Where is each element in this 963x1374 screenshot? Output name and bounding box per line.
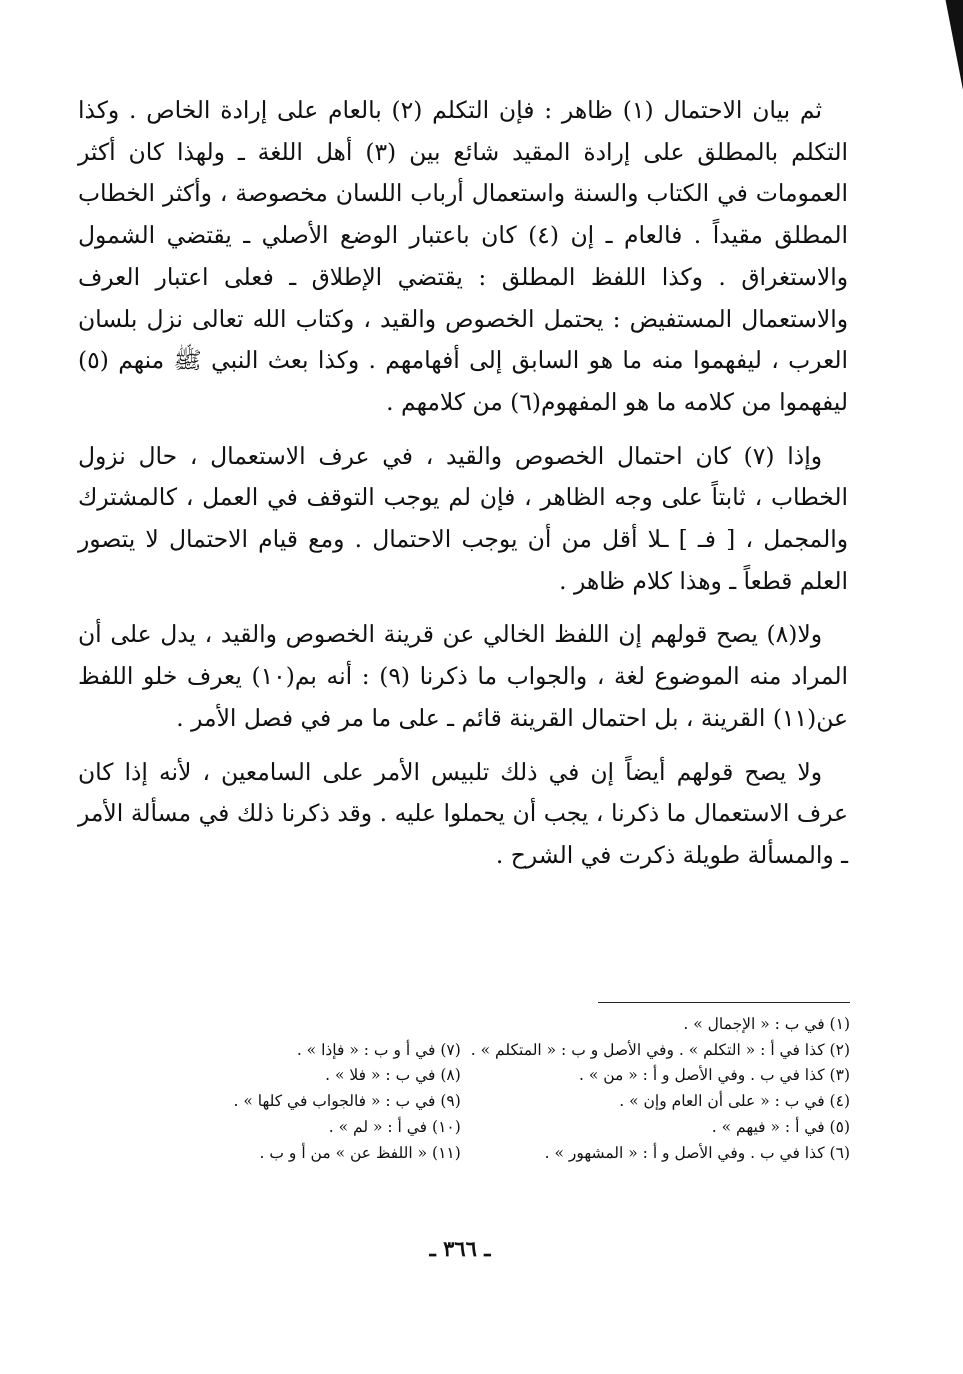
footnotes xyxy=(160,1012,850,1166)
footnote: (٢) كذا في أ : « التكلم » . وفي الأصل و ب : « المتكلم » . xyxy=(470,1040,850,1059)
paragraph: ثم بيان الاحتمال (١) ظاهر : فإن التكلم (٢) بالعام على إرادة الخاص . وكذا التكلم بالمطلق على إرادة المقيد شائع بين (٣) أهل اللغة ـ ولهذا كان أكثر العمومات في الكتاب والسنة واستعمال أرباب اللسان مخصوصة ، وأكثر الخطاب المطلق مقيداً . فالعام ـ إن (٤) كان باعتبار الوضع الأصلي ـ يقتضي الشمول والاستغراق . وكذا اللفظ المطلق : يقتضي الإطلاق ـ فعلى اعتبار العرف والاستعمال المستفيض : يحتمل الخصوص والقيد ، وكتاب الله تعالى نزل بلسان العرب ، ليفهموا منه ما هو السابق إلى أفهامهم . وكذا بعث النبي ﷺ منهم (٥) ليفهموا من كلامه ما هو المفهوم(٦) من كلامهم . xyxy=(78,96,848,416)
main-text xyxy=(78,90,848,877)
footnote: (٩) في ب : « فالجواب في كلها » . xyxy=(233,1092,461,1111)
footnote: (١٠) في أ : « لم » . xyxy=(328,1117,461,1136)
footnote: (٤) في ب : « على أن العام وإن » . xyxy=(619,1092,850,1111)
footnote: (١١) « اللفظ عن » من أ و ب . xyxy=(259,1143,461,1162)
corner-mark xyxy=(917,0,963,90)
footnote: (١) في ب : « الإجمال » . xyxy=(683,1015,850,1033)
footnote: (٦) كذا في ب . وفي الأصل و أ : « المشهور » . xyxy=(544,1143,850,1162)
footnote: (٨) في ب : « فلا » . xyxy=(325,1066,461,1085)
paragraph: وإذا (٧) كان احتمال الخصوص والقيد ، في عرف الاستعمال ، حال نزول الخطاب ، ثابتاً على وجه الظاهر ، فإن لم يوجب التوقف في العمل ، كالمشترك والمجمل ، [ فـ ] ـلا أقل من أن يوجب الاحتمال . ومع قيام الاحتمال لا يتصور العلم قطعاً ـ وهذا كلام ظاهر . xyxy=(78,441,848,595)
footnote-divider xyxy=(598,1002,850,1003)
footnote: (٧) في أ و ب : « فإذا » . xyxy=(296,1040,461,1059)
footnote xyxy=(160,1012,461,1038)
footnote: (٣) كذا في ب . وفي الأصل و أ : « من » . xyxy=(578,1066,850,1085)
paragraph: ولا يصح قولهم أيضاً إن في ذلك تلبيس الأمر على السامعين ، لأنه إذا كان عرف الاستعمال ما ذكرنا ، يجب أن يحملوا عليه . وقد ذكرنا ذلك في مسألة الأمر ـ والمسألة طويلة ذكرت في الشرح . xyxy=(78,757,848,869)
paragraph: ولا(٨) يصح قولهم إن اللفظ الخالي عن قرينة الخصوص والقيد ، يدل على أن المراد منه الموضوع لغة ، والجواب ما ذكرنا (٩) : أنه بم(١٠) يعرف خلو اللفظ عن(١١) القرينة ، بل احتمال القرينة قائم ـ على ما مر في فصل الأمر . xyxy=(78,620,848,732)
page-number: ـ ٣٦٦ ـ xyxy=(429,1236,491,1261)
footnote: (٥) في أ : « فيهم » . xyxy=(711,1117,850,1136)
